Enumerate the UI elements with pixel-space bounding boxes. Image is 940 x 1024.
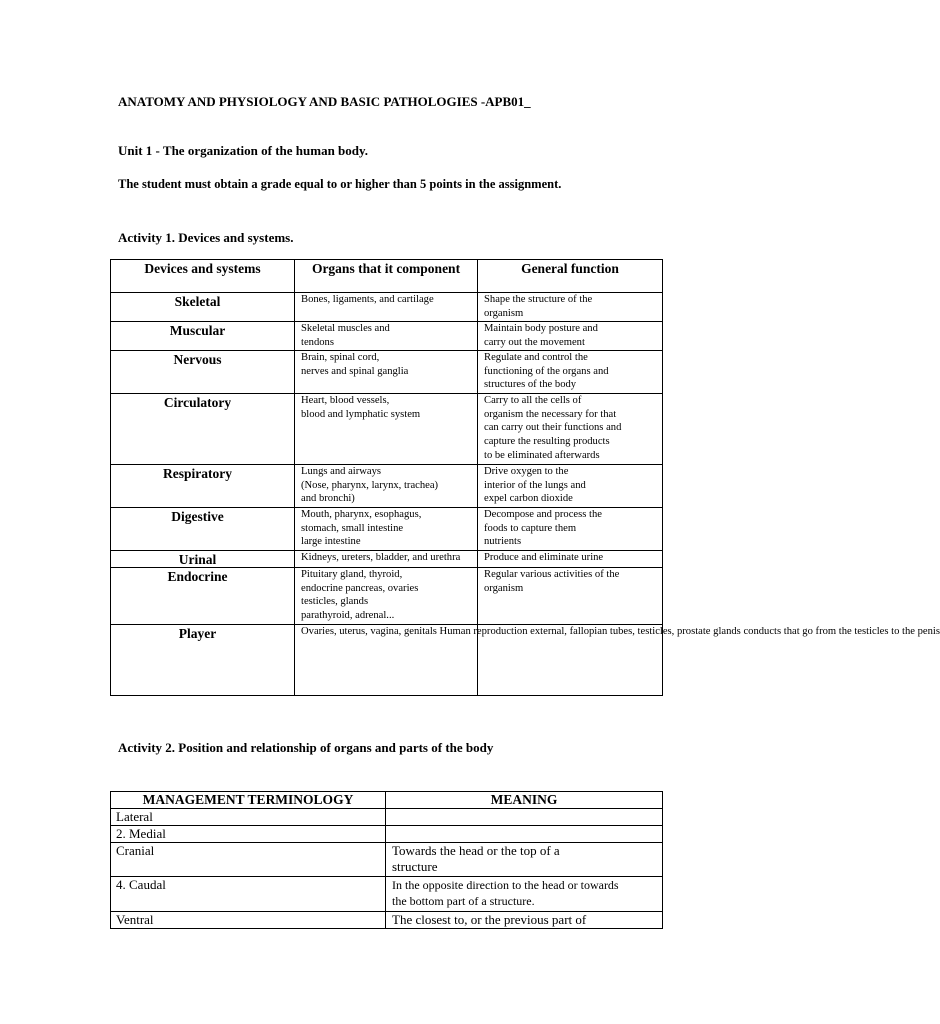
system-name: Muscular	[111, 322, 295, 351]
term-cell: 4. Caudal	[111, 877, 386, 912]
function-cell: Regulate and control the functioning of the organs and structures of the body	[478, 351, 663, 394]
column-header-terminology: MANAGEMENT TERMINOLOGY	[111, 792, 386, 809]
organs-cell: Pituitary gland, thyroid, endocrine pancreas, ovaries testicles, glands parathyroid, adrenal...	[295, 568, 478, 625]
system-name: Respiratory	[111, 465, 295, 508]
meaning-cell: The closest to, or the previous part of	[386, 912, 663, 929]
system-name: Circulatory	[111, 394, 295, 465]
table-row	[111, 809, 663, 826]
activity2-heading: Activity 2. Position and relationship of organs and parts of the body	[118, 740, 494, 755]
organs-cell: Skeletal muscles and tendons	[295, 322, 478, 351]
function-cell: Maintain body posture and carry out the movement	[478, 322, 663, 351]
meaning-cell: In the opposite direction to the head or towards the bottom part of a structure.	[386, 877, 663, 912]
meaning-cell: Towards the head or the top of a structure	[386, 843, 663, 877]
organs-cell: Ovaries, uterus, vagina, genitals Human reproduction external, fallopian tubes, testicles, prostate glands conducts that go from the testicles to the penis	[295, 625, 478, 696]
meaning-cell	[386, 826, 663, 843]
table-row	[111, 394, 663, 465]
function-cell: Carry to all the cells of organism the necessary for that can carry out their functions and capture the resulting products to be eliminated afterwards	[478, 394, 663, 465]
table-row	[111, 568, 663, 625]
table-row	[111, 322, 663, 351]
meaning-cell	[386, 809, 663, 826]
function-cell: Regular various activities of the organism	[478, 568, 663, 625]
term-cell: Cranial	[111, 843, 386, 877]
term-cell: Lateral	[111, 809, 386, 826]
system-name: Urinal	[111, 551, 295, 568]
function-cell: Drive oxygen to the interior of the lungs and expel carbon dioxide	[478, 465, 663, 508]
table-row	[111, 625, 663, 696]
column-header-meaning: MEANING	[386, 792, 663, 809]
organs-cell: Brain, spinal cord, nerves and spinal ganglia	[295, 351, 478, 394]
document-title: ANATOMY AND PHYSIOLOGY AND BASIC PATHOLOGIES -APB01_	[118, 94, 531, 109]
system-name: Player	[111, 625, 295, 696]
column-header-devices: Devices and systems	[111, 260, 295, 293]
organs-cell: Kidneys, ureters, bladder, and urethra	[295, 551, 478, 568]
term-cell: 2. Medial	[111, 826, 386, 843]
table-row	[111, 351, 663, 394]
devices-systems-table	[110, 259, 940, 696]
organs-cell: Heart, blood vessels, blood and lymphatic system	[295, 394, 478, 465]
system-name: Nervous	[111, 351, 295, 394]
function-cell: Shape the structure of the organism	[478, 293, 663, 322]
system-name: Skeletal	[111, 293, 295, 322]
table-row	[111, 826, 663, 843]
function-cell: Produce and eliminate urine	[478, 551, 663, 568]
unit-title: Unit 1 - The organization of the human body.	[118, 143, 369, 158]
column-header-function: General function	[478, 260, 663, 293]
system-name: Endocrine	[111, 568, 295, 625]
organs-cell: Mouth, pharynx, esophagus, stomach, small intestine large intestine	[295, 508, 478, 551]
system-name: Digestive	[111, 508, 295, 551]
table-row	[111, 465, 663, 508]
table-row	[111, 877, 663, 912]
table-row	[111, 551, 663, 568]
grade-note: The student must obtain a grade equal to or higher than 5 points in the assignment.	[118, 177, 562, 191]
function-cell: Decompose and process the foods to capture them nutrients	[478, 508, 663, 551]
organs-cell: Bones, ligaments, and cartilage	[295, 293, 478, 322]
term-cell: Ventral	[111, 912, 386, 929]
activity1-heading: Activity 1. Devices and systems.	[118, 230, 294, 245]
table-row	[111, 508, 663, 551]
table-row	[111, 912, 663, 929]
table-row	[111, 293, 663, 322]
column-header-organs: Organs that it component	[295, 260, 478, 293]
table-row	[111, 843, 663, 877]
organs-cell: Lungs and airways (Nose, pharynx, larynx, trachea) and bronchi)	[295, 465, 478, 508]
terminology-table	[110, 791, 663, 929]
